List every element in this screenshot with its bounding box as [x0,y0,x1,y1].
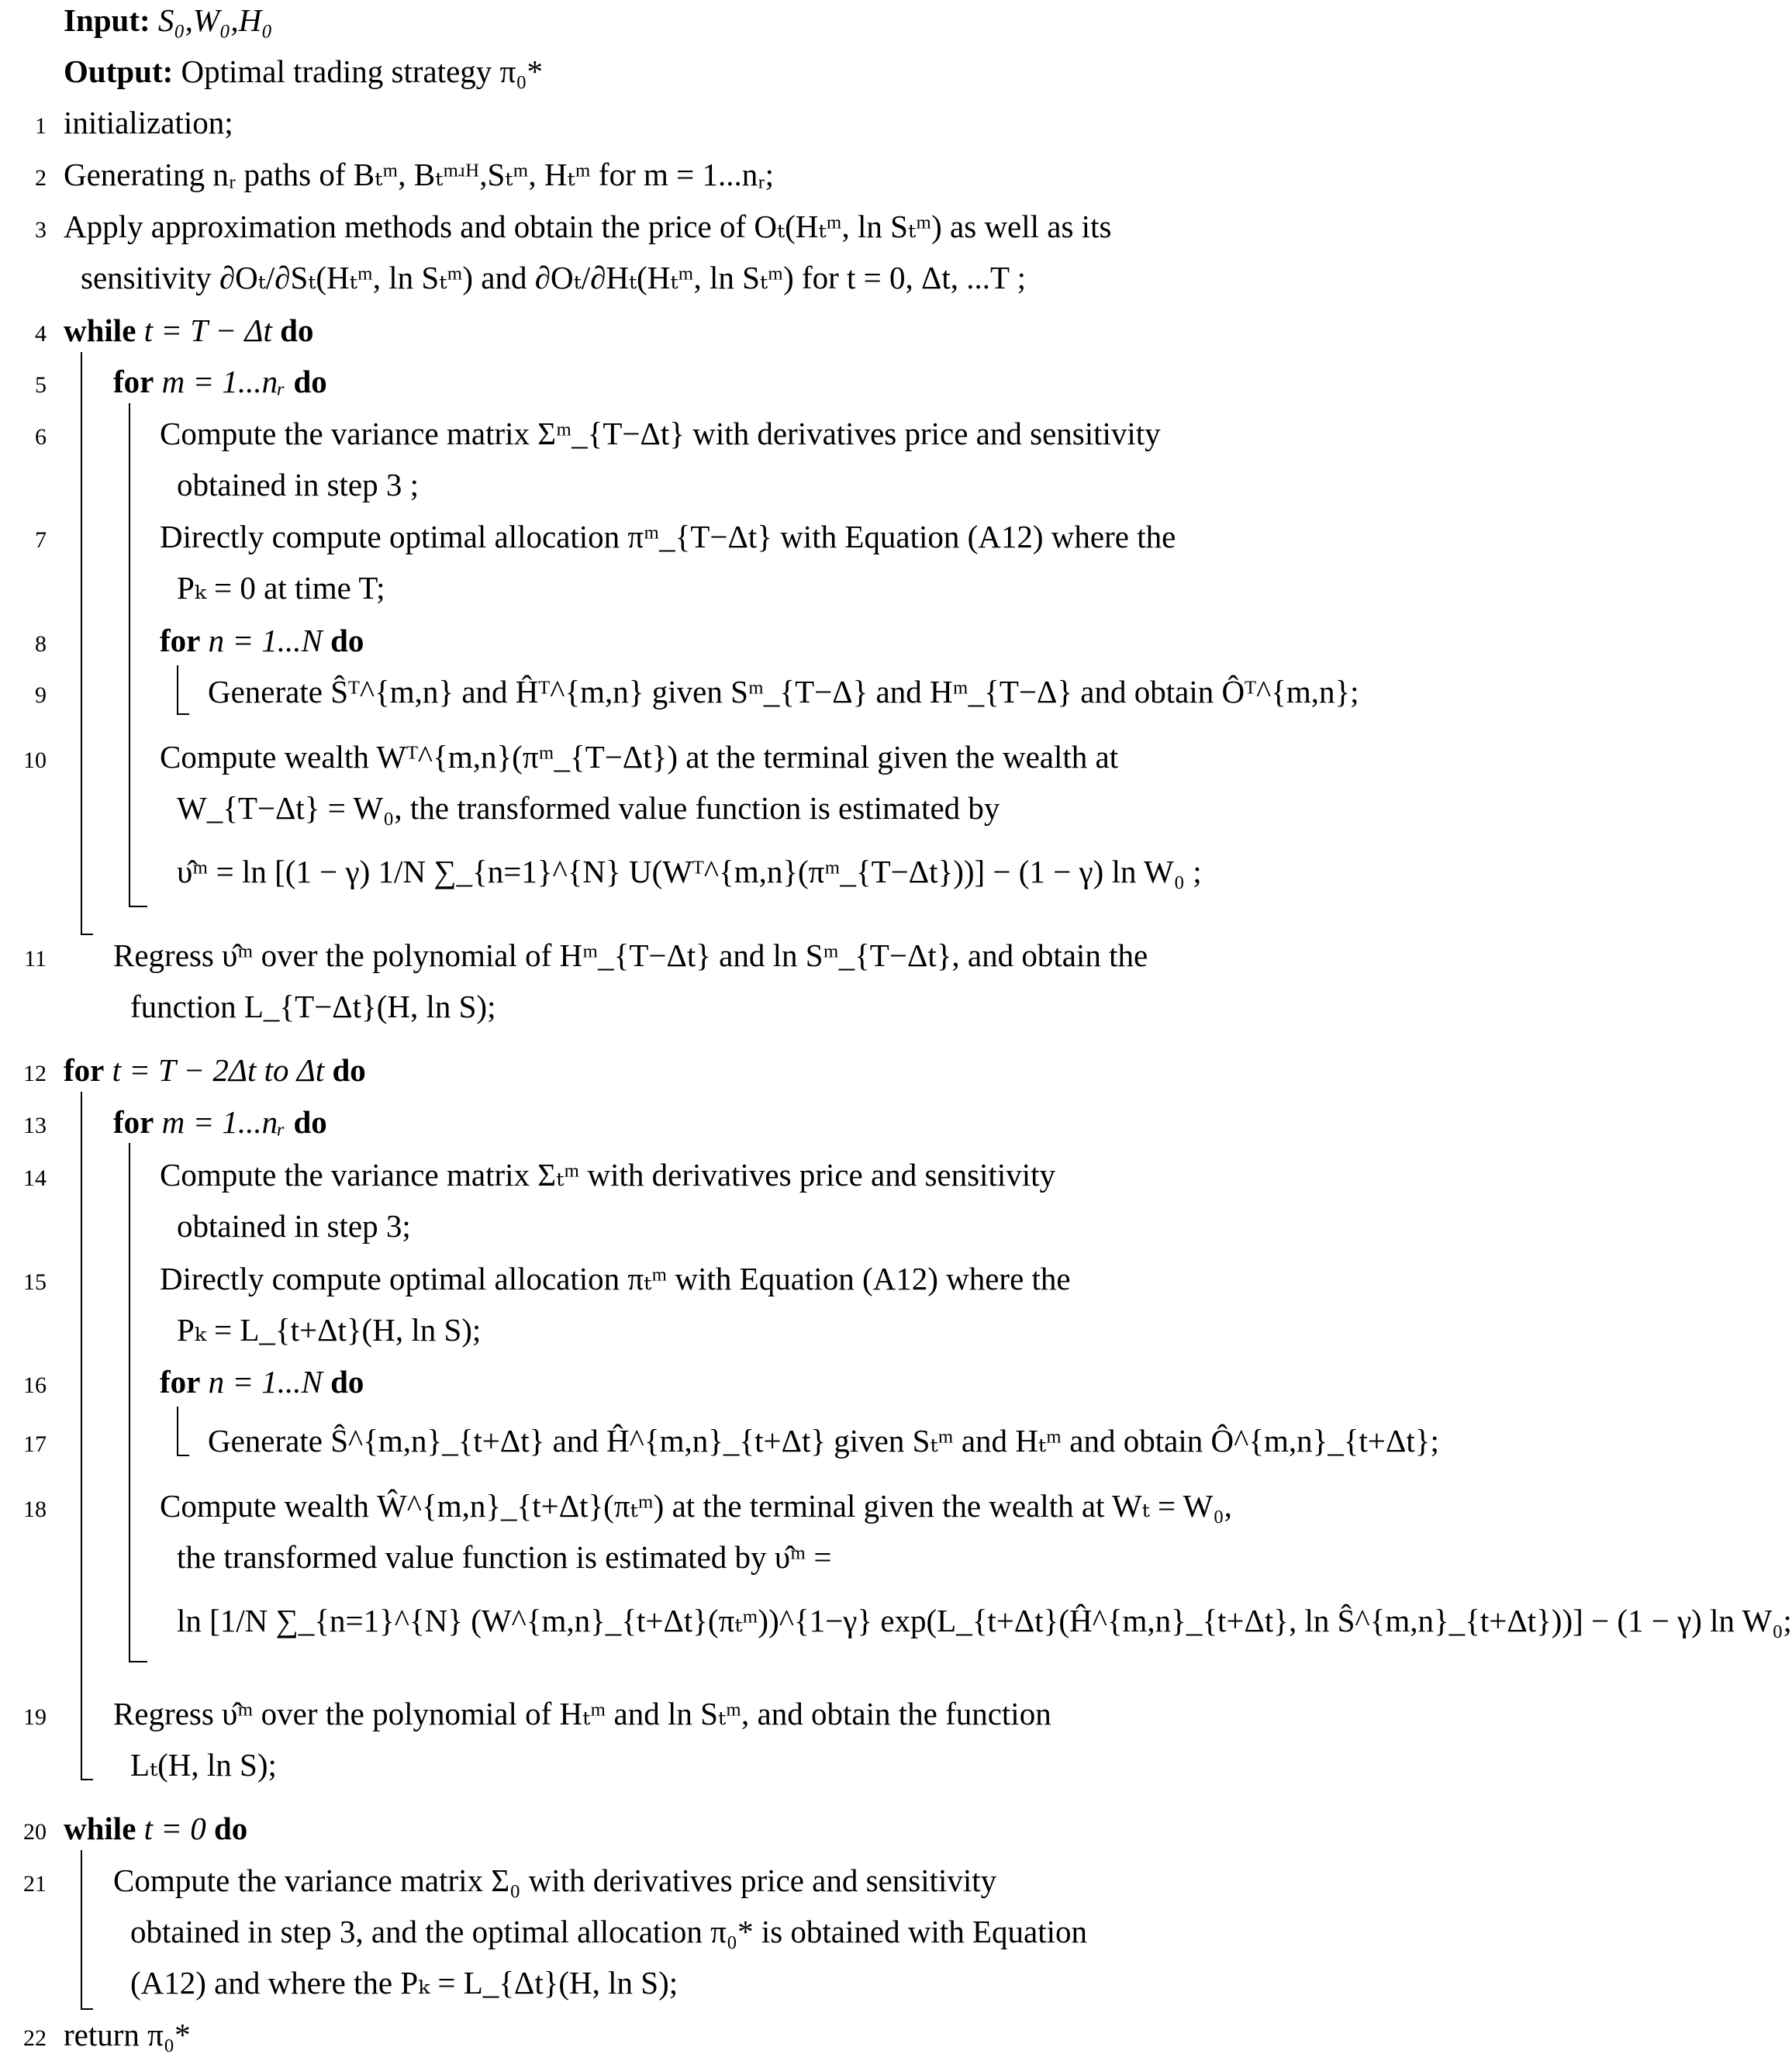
loop-range: n = 1...N [208,1364,323,1400]
condition: t = T − Δt [143,312,272,348]
loop-range: t = T − 2Δt to Δt [112,1052,325,1088]
line-11-cont: function L_{T−Δt}(H, ln S); [130,989,496,1024]
line-21-cont: obtained in step 3, and the optimal allocation π₀* is obtained with Equation [130,1914,1088,1949]
keyword-do: do [330,623,364,658]
line-6: Compute the variance matrix Σᵐ_{T−Δt} with derivatives price and sensitivity [160,416,1161,451]
keyword-do: do [213,1811,248,1846]
output-label: Output: [64,54,174,89]
block-guide [129,1143,130,1661]
line-16 [160,1366,364,1398]
line-number: 8 [35,631,47,657]
keyword-do: do [293,364,327,399]
line-18-formula: ln [1/N ∑_{n=1}^{N} (W^{m,n}_{t+Δt}(πₜᵐ))^{1−γ} exp(L_{t+Δt}(Ĥ^{m,n}_{t+Δt}, ln Ŝ^{m,n}_{t+Δt}))] − (1 − γ) ln W₀; [177,1603,1792,1638]
input-line [64,2,273,38]
line-3-cont: sensitivity ∂Oₜ/∂Sₜ(Hₜᵐ, ln Sₜᵐ) and ∂Oₜ/∂Hₜ(Hₜᵐ, ln Sₜᵐ) for t = 0, Δt, ...T ; [81,260,1026,295]
keyword-do: do [332,1052,366,1088]
line-7: Directly compute optimal allocation πᵐ_{T−Δt} with Equation (A12) where the [160,519,1176,554]
line-9: Generate Ŝᵀ^{m,n} and Ĥᵀ^{m,n} given Sᵐ_{T−Δ} and Hᵐ_{T−Δ} and obtain Ôᵀ^{m,n}; [208,674,1359,709]
input-label: Input: [64,2,150,38]
block-guide [177,665,189,715]
keyword-for: for [64,1052,105,1088]
input-value: S₀,W₀,H₀ [157,2,273,38]
line-6-cont: obtained in step 3 ; [177,467,420,502]
line-19-cont: Lₜ(H, ln S); [130,1747,277,1783]
line-number: 6 [35,424,47,450]
line-19: Regress υ̂ᵐ over the polynomial of Hₜᵐ and ln Sₜᵐ, and obtain the function [113,1696,1051,1731]
block-guide [81,352,93,935]
keyword-for: for [160,1364,201,1400]
line-11: Regress υ̂ᵐ over the polynomial of Hᵐ_{T−Δt} and ln Sᵐ_{T−Δt}, and obtain the [113,937,1148,973]
block-guide [81,1850,93,2010]
line-18-cont: the transformed value function is estimated by υ̂ᵐ = [177,1539,832,1575]
line-14-cont: obtained in step 3; [177,1208,411,1244]
line-number: 4 [35,321,47,347]
line-5 [113,366,327,398]
keyword-while: while [64,1811,136,1846]
keyword-do: do [293,1104,327,1140]
line-number: 19 [23,1704,47,1730]
line-number: 20 [23,1819,47,1845]
block-guide [129,403,130,906]
line-number: 3 [35,217,47,243]
line-14: Compute the variance matrix Σₜᵐ with derivatives price and sensitivity [160,1157,1056,1193]
keyword-for: for [160,623,201,658]
line-number: 15 [23,1269,47,1295]
line-7-cont: Pₖ = 0 at time T; [177,570,385,606]
line-3: Apply approximation methods and obtain the price of Oₜ(Hₜᵐ, ln Sₜᵐ) as well as its [64,209,1112,244]
block-guide [81,1092,93,1780]
line-12 [64,1052,366,1088]
line-21: Compute the variance matrix Σ₀ with derivatives price and sensitivity [113,1863,997,1898]
line-15-cont: Pₖ = L_{t+Δt}(H, ln S); [177,1312,482,1348]
line-number: 7 [35,527,47,553]
loop-range: n = 1...N [208,623,323,658]
line-8 [160,625,364,657]
line-15: Directly compute optimal allocation πₜᵐ with Equation (A12) where the [160,1261,1071,1296]
line-number: 11 [24,946,47,972]
line-number: 1 [35,113,47,139]
keyword-while: while [64,312,136,348]
line-number: 13 [23,1113,47,1138]
block-guide [177,1407,189,1456]
loop-range: m = 1...nᵣ [161,1104,286,1140]
line-number: 9 [35,682,47,708]
block-guide [129,1638,147,1662]
line-4 [64,312,314,348]
line-21-cont2: (A12) and where the Pₖ = L_{Δt}(H, ln S); [130,1965,678,2001]
block-guide [129,884,147,907]
line-10: Compute wealth Wᵀ^{m,n}(πᵐ_{T−Δt}) at the terminal given the wealth at [160,739,1119,775]
line-2: Generating nᵣ paths of Bₜᵐ, Bₜᵐʴᴴ,Sₜᵐ, Hₜᵐ for m = 1...nᵣ; [64,157,775,192]
line-10-formula: υ̂ᵐ = ln [(1 − γ) 1/N ∑_{n=1}^{N} U(Wᵀ^{m,n}(πᵐ_{T−Δt}))] − (1 − γ) ln W₀ ; [177,854,1202,889]
line-number: 12 [23,1061,47,1086]
line-number: 16 [23,1372,47,1398]
line-number: 17 [23,1431,47,1457]
condition: t = 0 [143,1811,206,1846]
output-line [64,56,543,88]
loop-range: m = 1...nᵣ [161,364,286,399]
line-22: return π₀* [64,2017,191,2052]
keyword-for: for [113,1104,154,1140]
line-number: 5 [35,372,47,398]
line-13 [113,1104,327,1140]
output-value: Optimal trading strategy π₀* [181,54,544,89]
line-number: 14 [23,1165,47,1191]
line-number: 10 [23,747,47,773]
line-18: Compute wealth Ŵ^{m,n}_{t+Δt}(πₜᵐ) at the terminal given the wealth at Wₜ = W₀, [160,1488,1232,1524]
keyword-for: for [113,364,154,399]
keyword-do: do [280,312,314,348]
line-1: initialization; [64,105,233,140]
keyword-do: do [330,1364,364,1400]
line-number: 22 [23,2025,47,2051]
line-10-cont: W_{T−Δt} = W₀, the transformed value function is estimated by [177,790,1000,826]
line-17: Generate Ŝ^{m,n}_{t+Δt} and Ĥ^{m,n}_{t+Δt} given Sₜᵐ and Hₜᵐ and obtain Ô^{m,n}_{t+Δt}; [208,1423,1439,1459]
line-number: 2 [35,165,47,191]
line-number: 21 [23,1871,47,1897]
line-20 [64,1813,247,1845]
line-number: 18 [23,1497,47,1522]
